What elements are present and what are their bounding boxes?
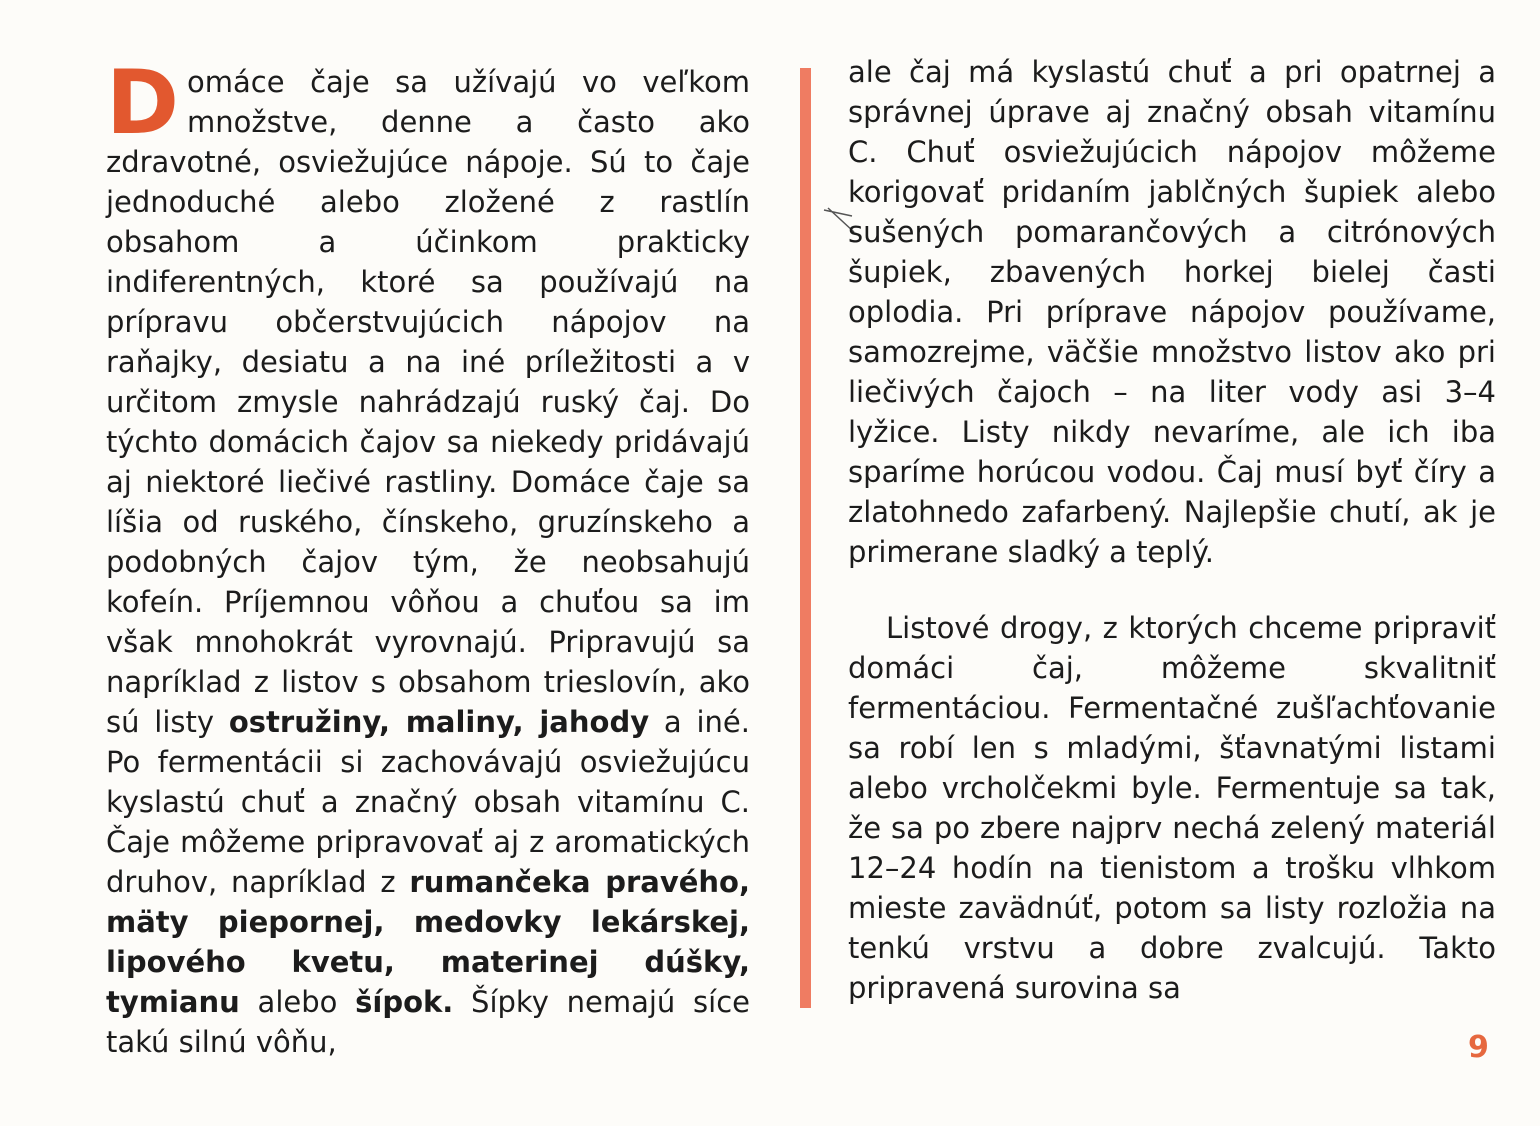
right-paragraph-2: Listové drogy, z ktorých chceme pripraviť domáci čaj, môžeme skvalitniť fermentáciou. Fermentačné zušľachťovanie sa robí len s mladými, šťavnatými listami alebo vrcholčekmi byle. Fermentuje sa tak, že sa po zbere najprv nechá zelený materiál 12–24 hodín na tienistom a trošku vlhkom mieste zavädnúť, potom sa listy rozložia na tenkú vrstvu a dobre zvalcujú. Takto pripravená surovina sa: [848, 611, 1496, 1005]
bold-herb-names: ostružiny, maliny, jahody: [228, 705, 650, 739]
column-divider-bar: [800, 68, 811, 1008]
left-paragraph: [106, 51, 750, 1062]
paragraph-gap: [848, 572, 1496, 608]
bold-herb-names: rumančeka pravého, mäty piepornej, medovky lekárskej, lipového kvetu, materinej dúšky, tymianu: [106, 865, 750, 1019]
text-run: alebo: [239, 985, 356, 1019]
left-text-column: [106, 51, 750, 1062]
text-run: omáce čaje sa užívajú vo veľkom množstve, denne a často ako zdravotné, osviežujúce nápoje. Sú to čaje jednoduché alebo zložené z rastlín obsahom a účinkom prakticky indiferentných, ktoré sa používajú na prípravu občerstvujúcich nápojov na raňajky, desiatu a na iné príležitosti a v určitom zmysle nahrádzajú ruský čaj. Do týchto domácich čajov sa niekedy pridávajú aj niektoré liečivé rastliny. Domáce čaje sa líšia od ruského, čínskeho, gruzínskeho a podobných čajov tým, že neobsahujú kofeín. Príjemnou vôňou a chuťou sa im však mnohokrát vyrovnajú. Pripravujú sa napríklad z listov s obsahom trieslovín, ako sú listy: [106, 65, 750, 739]
page-number: 9: [1468, 1030, 1489, 1065]
text-run: a iné. Po fermentácii si zachovávajú osviežujúcu kyslastú chuť a značný obsah vitamínu C. Čaje môžeme pripravovať aj z aromatických druhov, napríklad z: [106, 705, 750, 899]
right-text-column: [848, 52, 1496, 1008]
drop-cap: D: [106, 51, 180, 154]
bold-herb-names: šípok.: [355, 985, 454, 1019]
text-run: Šípky nemajú síce takú silnú vôňu,: [106, 985, 750, 1059]
right-paragraph-1: ale čaj má kyslastú chuť a pri opatrnej a správnej úprave aj značný obsah vitamínu C. Chuť osviežujúcich nápojov môžeme korigovať pridaním jablčných šupiek alebo sušených pomarančových a citrónových šupiek, zbavených horkej bielej časti oplodia. Pri príprave nápojov používame, samozrejme, väčšie množstvo listov ako pri liečivých čajoch – na liter vody asi 3–4 lyžice. Listy nikdy nevaríme, ale ich iba sparíme horúcou vodou. Čaj musí byť číry a zlatohnedo zafarbený. Najlepšie chutí, ak je primerane sladký a teplý.: [848, 55, 1496, 569]
